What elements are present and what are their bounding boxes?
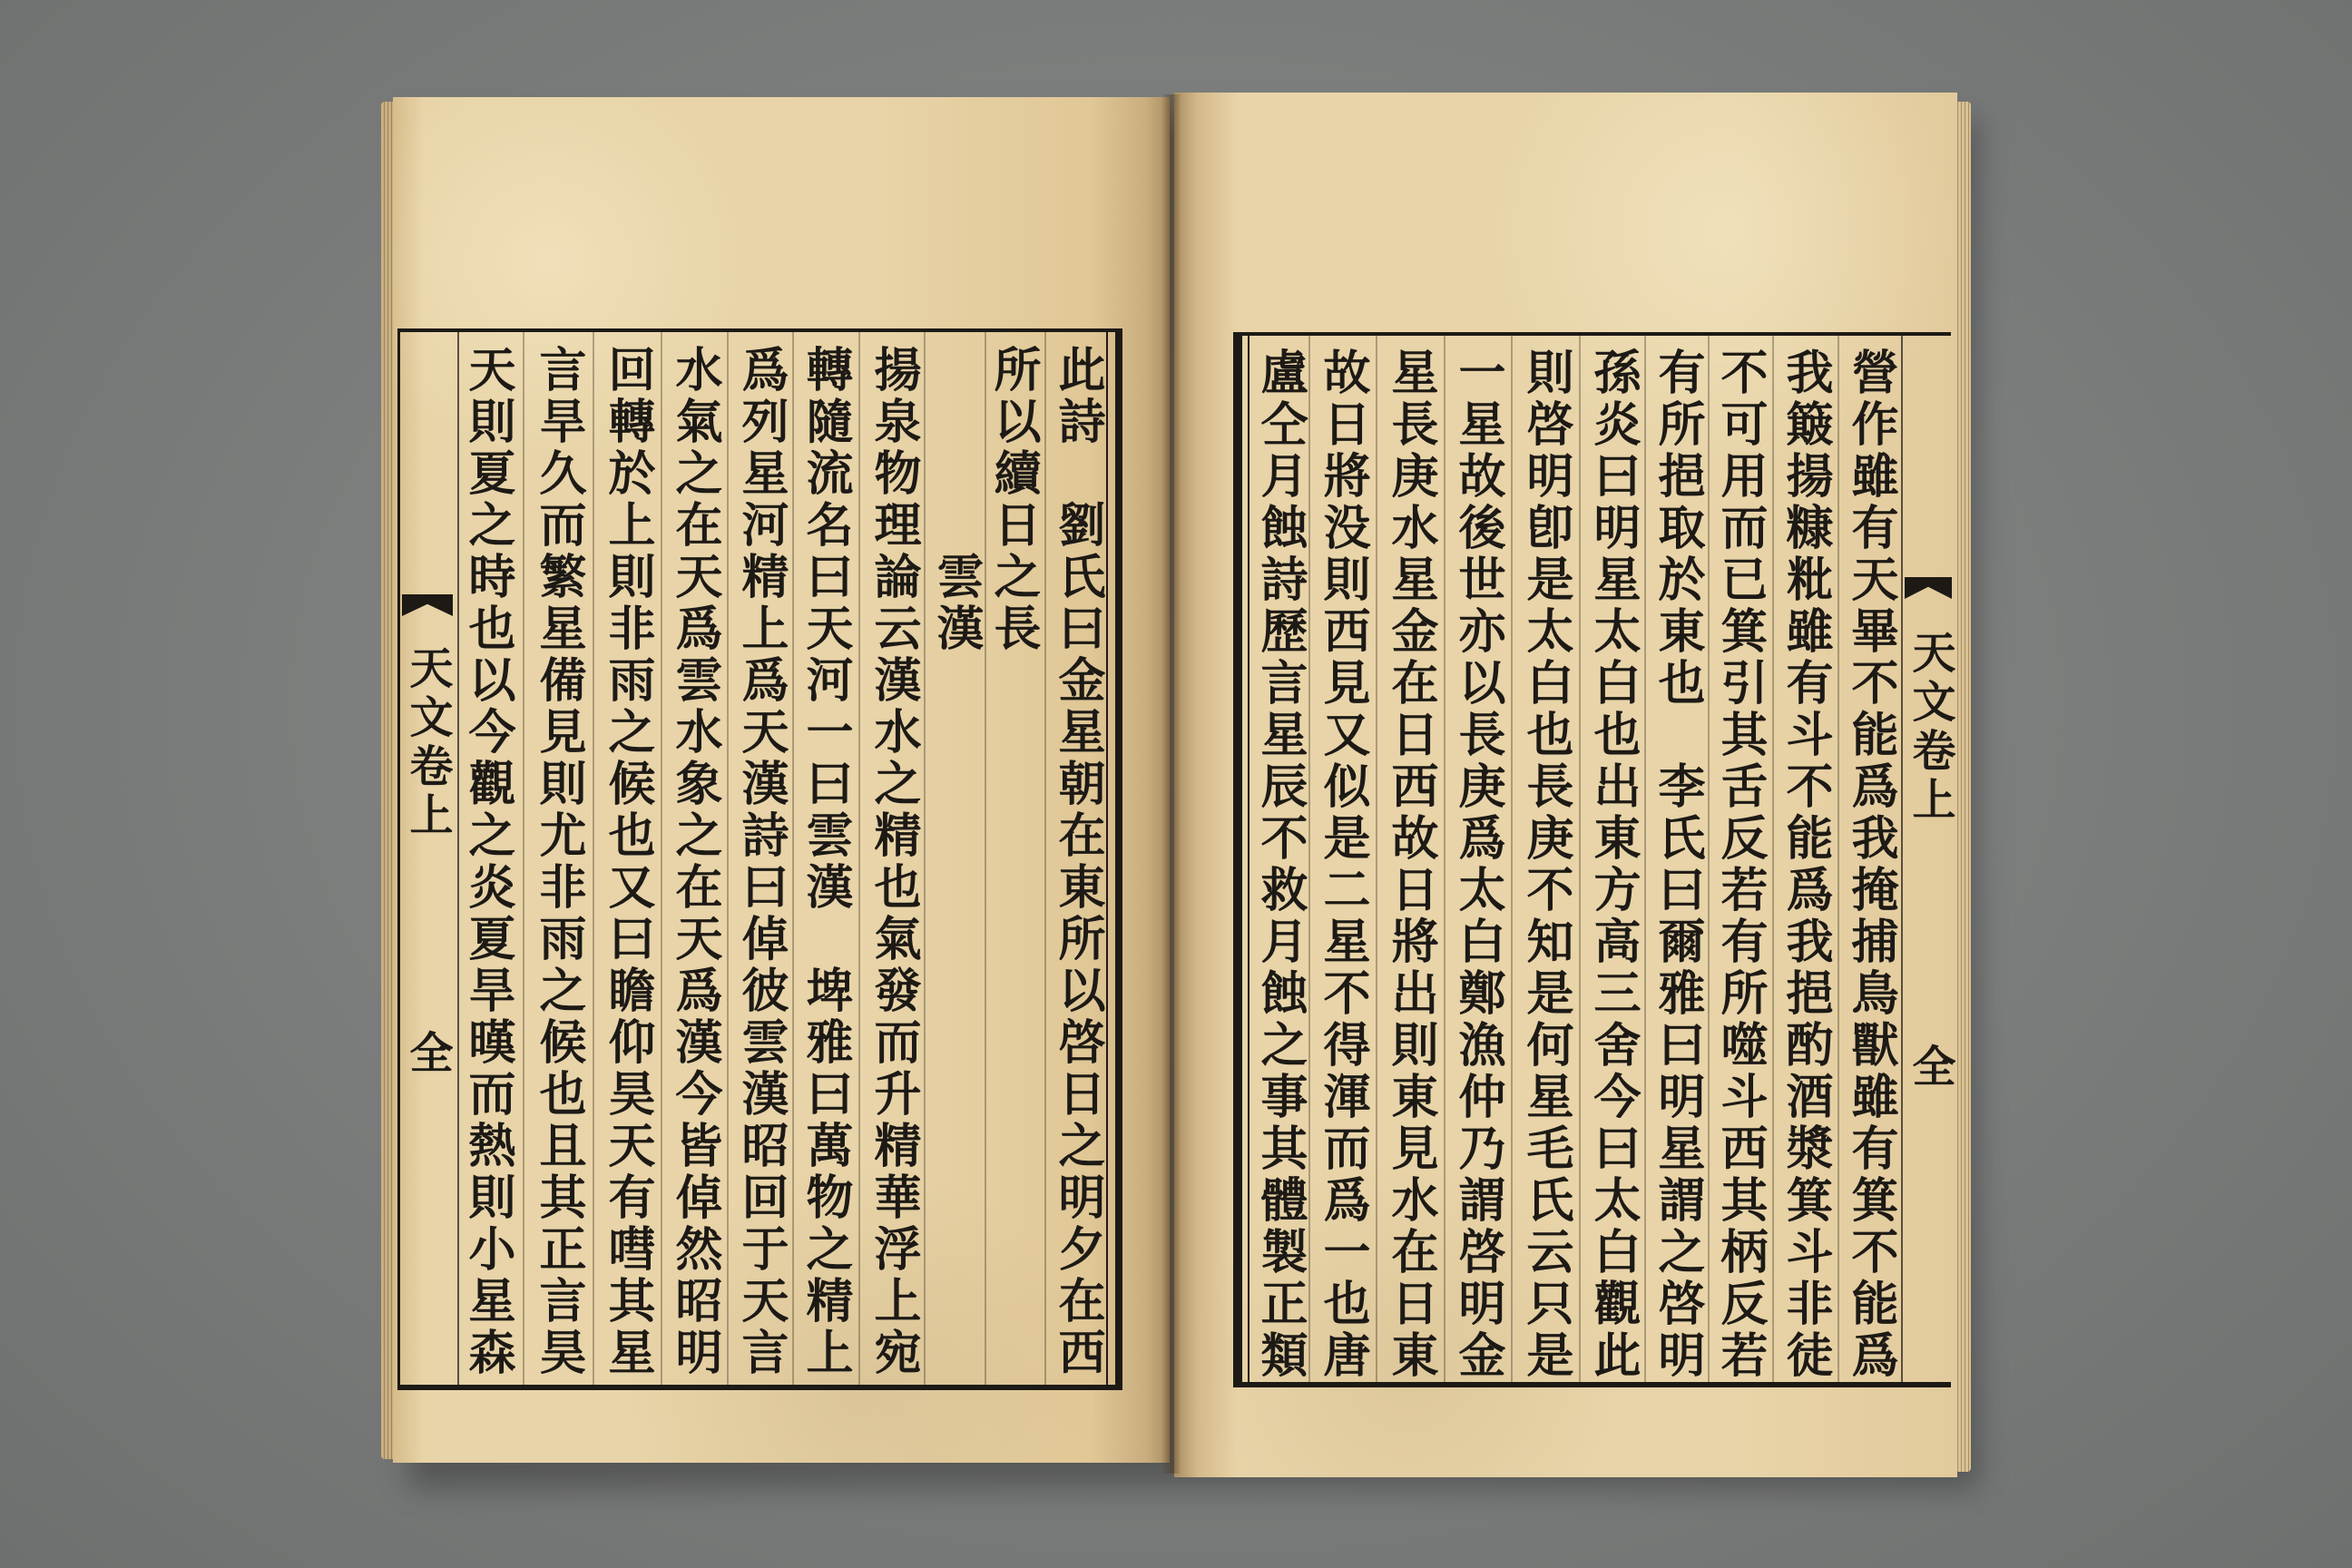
right-frame-inner-line [1248,332,1250,1387]
text-column: 營作雖有天畢不能爲我掩捕鳥獸雖有箕不能爲 [1843,348,1898,1382]
column-rule [858,332,860,1385]
banxin-leaf-number: 全 [1905,1044,1955,1093]
column-rule [523,332,524,1385]
text-column: 揚泉物理論云漢水之精也氣發而升精華浮上宛 [866,345,921,1379]
right-page [1174,93,1957,1477]
column-rule [1308,336,1310,1382]
column-rule [1772,336,1774,1382]
left-frame-inner-line [1106,328,1108,1390]
text-column: 轉隨流名曰天河一曰雲漢 埤雅曰萬物之精上 [798,345,853,1379]
text-column: 天則夏之時也以今觀之炎夏旱暵而熱則小星森 [460,345,515,1379]
text-column: 不可用而已箕引其舌反若有所噬斗西其柄反若 [1712,348,1768,1382]
text-column: 言旱久而繁星備見則尤非雨之候也且其正言昊 [531,345,586,1379]
column-rule [593,332,594,1385]
column-rule [1511,336,1513,1382]
left-page [393,97,1170,1463]
column-rule [1644,336,1646,1382]
text-column: 盧仝月蝕詩歷言星辰不救月蝕之事其體製正類 [1252,348,1308,1382]
text-column: 我簸揚糠粃雖有斗不能爲我挹酌酒漿箕斗非徒 [1778,348,1833,1382]
book-gutter-fold [1161,94,1181,1474]
section-heading-column: 雲漢 [928,552,984,655]
text-column: 星長庚水星金在日西故日將出則東見水在日東 [1383,348,1438,1382]
banxin-leaf-number: 全 [402,1030,453,1079]
text-column: 水氣之在天爲雲水象之在天爲漢今皆倬然昭明 [667,345,722,1379]
column-rule [792,332,794,1385]
text-column: 故日將没則西見又似是二星不得渾而爲一也唐 [1315,348,1370,1382]
column-rule [1044,332,1046,1385]
banxin-title: 天文卷上 [1905,630,1955,826]
column-rule [727,332,729,1385]
column-rule [1579,336,1581,1382]
text-column: 回轉於上則非雨之候也又曰瞻仰昊天有嘒其星 [600,345,655,1379]
banxin-border-line [457,332,459,1385]
column-rule [1708,336,1710,1382]
column-rule [1376,336,1377,1382]
text-column: 所以續日之長 [985,345,1041,655]
text-column: 有所挹取於東也 李氏曰爾雅曰明星謂之啓明 [1650,348,1705,1382]
column-rule [1444,336,1446,1382]
text-column: 孫炎曰明星太白也出東方高三舍今曰太白觀此 [1585,348,1641,1382]
text-column: 爲列星河精上爲天漢詩曰倬彼雲漢昭回于天言 [733,345,789,1379]
text-column: 則啓明卽是太白也長庚不知是何星毛氏云只是 [1518,348,1573,1382]
text-column: 一星故後世亦以長庚爲太白鄭漁仲乃謂啓明金 [1450,348,1505,1382]
column-rule [661,332,662,1385]
banxin-title: 天文卷上 [402,645,453,841]
banxin-border-line [1901,336,1903,1382]
column-rule [924,332,926,1385]
text-column: 此詩 劉氏曰金星朝在東所以啓日之明夕在西 [1050,345,1105,1379]
column-rule [1838,336,1839,1382]
